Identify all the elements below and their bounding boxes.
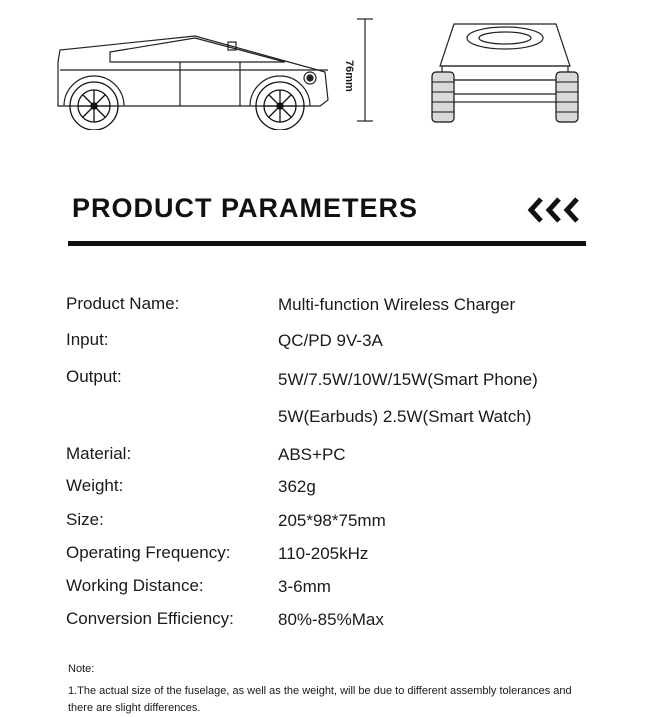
param-value: 205*98*75mm <box>278 511 386 530</box>
param-value: 110-205kHz <box>278 544 369 563</box>
param-label: Material: <box>66 444 132 463</box>
param-value: Multi-function Wireless Charger <box>278 295 516 314</box>
param-value: 362g <box>278 477 316 496</box>
note-text: 1.The actual size of the fuselage, as well as the weight, will be due to different assembly tolerances and there are slight differences. <box>68 685 572 714</box>
note-title: Note: <box>68 663 95 675</box>
section-title: PRODUCT PARAMETERS <box>72 193 419 223</box>
param-value: 5W/7.5W/10W/15W(Smart Phone) <box>278 370 538 389</box>
param-label: Product Name: <box>66 294 180 313</box>
section-divider <box>68 241 586 246</box>
param-value: 5W(Earbuds) 2.5W(Smart Watch) <box>278 407 532 426</box>
param-label: Operating Frequency: <box>66 543 231 562</box>
truck-front-view-drawing <box>430 12 580 127</box>
param-value: QC/PD 9V-3A <box>278 331 383 350</box>
param-label: Weight: <box>66 476 124 495</box>
triple-chevron-left-icon <box>527 195 587 225</box>
param-value: 3-6mm <box>278 577 331 596</box>
param-label: Output: <box>66 367 122 386</box>
param-label: Conversion Efficiency: <box>66 609 234 628</box>
truck-side-view-drawing <box>50 10 340 130</box>
height-dimension-label: 76mm <box>343 60 355 92</box>
param-label: Input: <box>66 330 109 349</box>
param-label: Size: <box>66 510 104 529</box>
param-label: Working Distance: <box>66 576 204 595</box>
param-value: 80%-85%Max <box>278 610 384 629</box>
param-value: ABS+PC <box>278 445 346 464</box>
